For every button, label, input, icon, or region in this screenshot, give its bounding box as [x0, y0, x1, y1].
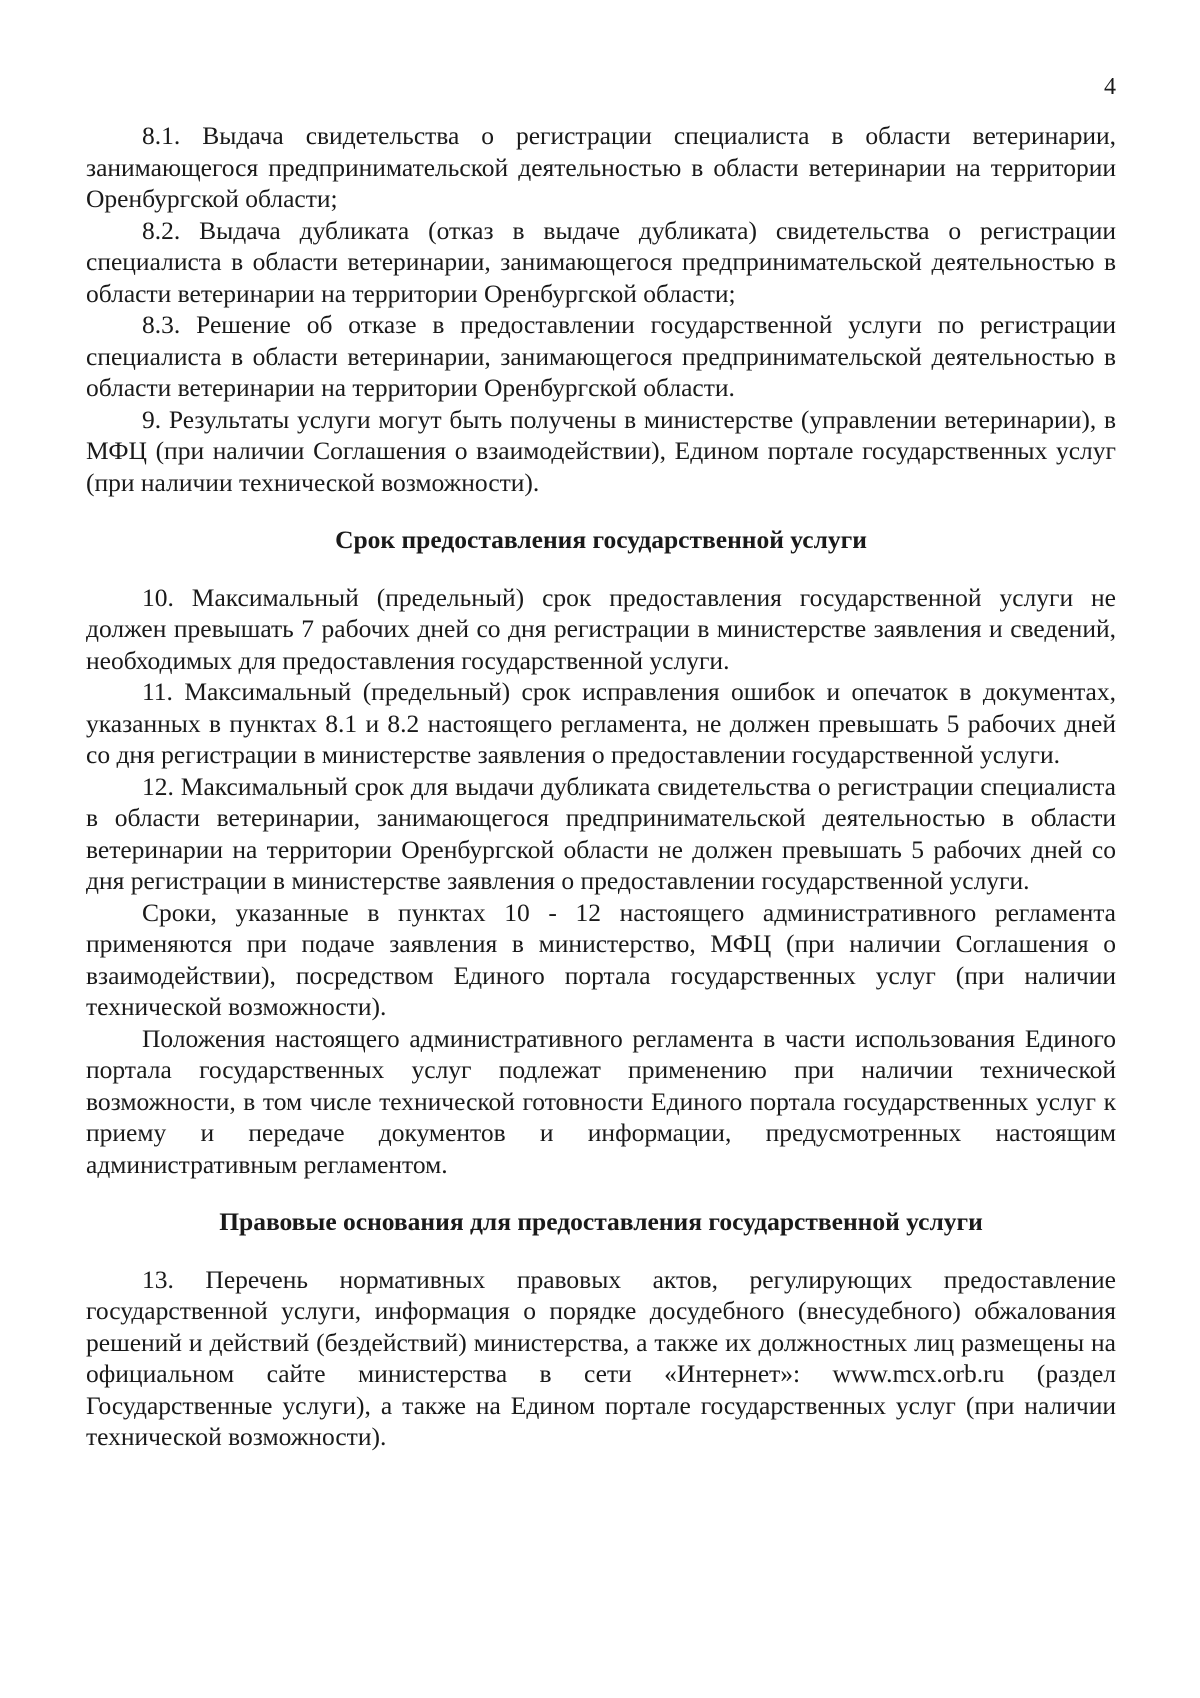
- paragraph-8-1: 8.1. Выдача свидетельства о регистрации специалиста в области ветеринарии, занимающегося предпринимательской деятельностью в области ветеринарии на территории Оренбургской области;: [86, 121, 1116, 213]
- paragraph-provisions: Положения настоящего административного регламента в части использования Единого портала государственных услуг подлежат применению при наличии технической возможности, в том числе технической готовности Единого портала государственных услуг к приему и передаче документов и информации, предусмотренных настоящим административным регламентом.: [86, 1023, 1116, 1179]
- section-heading-legal: Правовые основания для предоставления государственной услуги: [219, 1207, 983, 1236]
- paragraph-10: 10. Максимальный (предельный) срок предоставления государственной услуги не должен превышать 7 рабочих дней со дня регистрации в министерстве заявления и сведений, необходимых для предоставления государственной услуги.: [86, 582, 1116, 675]
- paragraph-13: 13. Перечень нормативных правовых актов, регулирующих предоставление государственной услуги, информация о порядке досудебного (внесудебного) обжалования решений и действий (бездействий) министерства, а также их должностных лиц размещены на официальном сайте министерства в сети «Интернет»: www.mcx.orb.ru (раздел Государственные услуги), а также на Едином портале государственных услуг (при наличии технической возможности).: [86, 1264, 1116, 1451]
- section-heading-term: Срок предоставления государственной услуги: [335, 525, 867, 554]
- paragraph-terms: Сроки, указанные в пунктах 10 - 12 настоящего административного регламента применяются при подаче заявления в министерство, МФЦ (при наличии Соглашения о взаимодействии), посредством Единого портала государственных услуг (при наличии технической возможности).: [86, 897, 1116, 1021]
- spacer: [86, 498, 1116, 524]
- paragraph-11: 11. Максимальный (предельный) срок исправления ошибок и опечаток в документах, указанных в пунктах 8.1 и 8.2 настоящего регламента, не должен превышать 5 рабочих дней со дня регистрации в министерстве заявления о предоставлении государственной услуги.: [86, 677, 1116, 769]
- spacer: [86, 1238, 1116, 1264]
- document-body: [86, 120, 1116, 1453]
- paragraph-9: 9. Результаты услуги могут быть получены в министерстве (управлении ветеринарии), в МФЦ (при наличии Соглашения о взаимодействии), Едином портале государственных услуг (при наличии технической возможности).: [86, 404, 1116, 497]
- paragraph-8-2: 8.2. Выдача дубликата (отказ в выдаче дубликата) свидетельства о регистрации специалиста в области ветеринарии, занимающегося предпринимательской деятельностью в области ветеринарии на территории Оренбургской области;: [86, 215, 1116, 308]
- paragraph-8-3: 8.3. Решение об отказе в предоставлении государственной услуги по регистрации специалиста в области ветеринарии, занимающегося предпринимательской деятельностью в области ветеринарии на территории Оренбургской области.: [86, 310, 1116, 402]
- spacer: [86, 556, 1116, 582]
- paragraph-12: 12. Максимальный срок для выдачи дубликата свидетельства о регистрации специалиста в области ветеринарии, занимающегося предпринимательской деятельностью в области ветеринарии на территории Оренбургской области не должен превышать 5 рабочих дней со дня регистрации в министерстве заявления о предоставлении государственной услуги.: [86, 771, 1116, 895]
- spacer: [86, 1180, 1116, 1206]
- page-number: 4: [1104, 74, 1116, 100]
